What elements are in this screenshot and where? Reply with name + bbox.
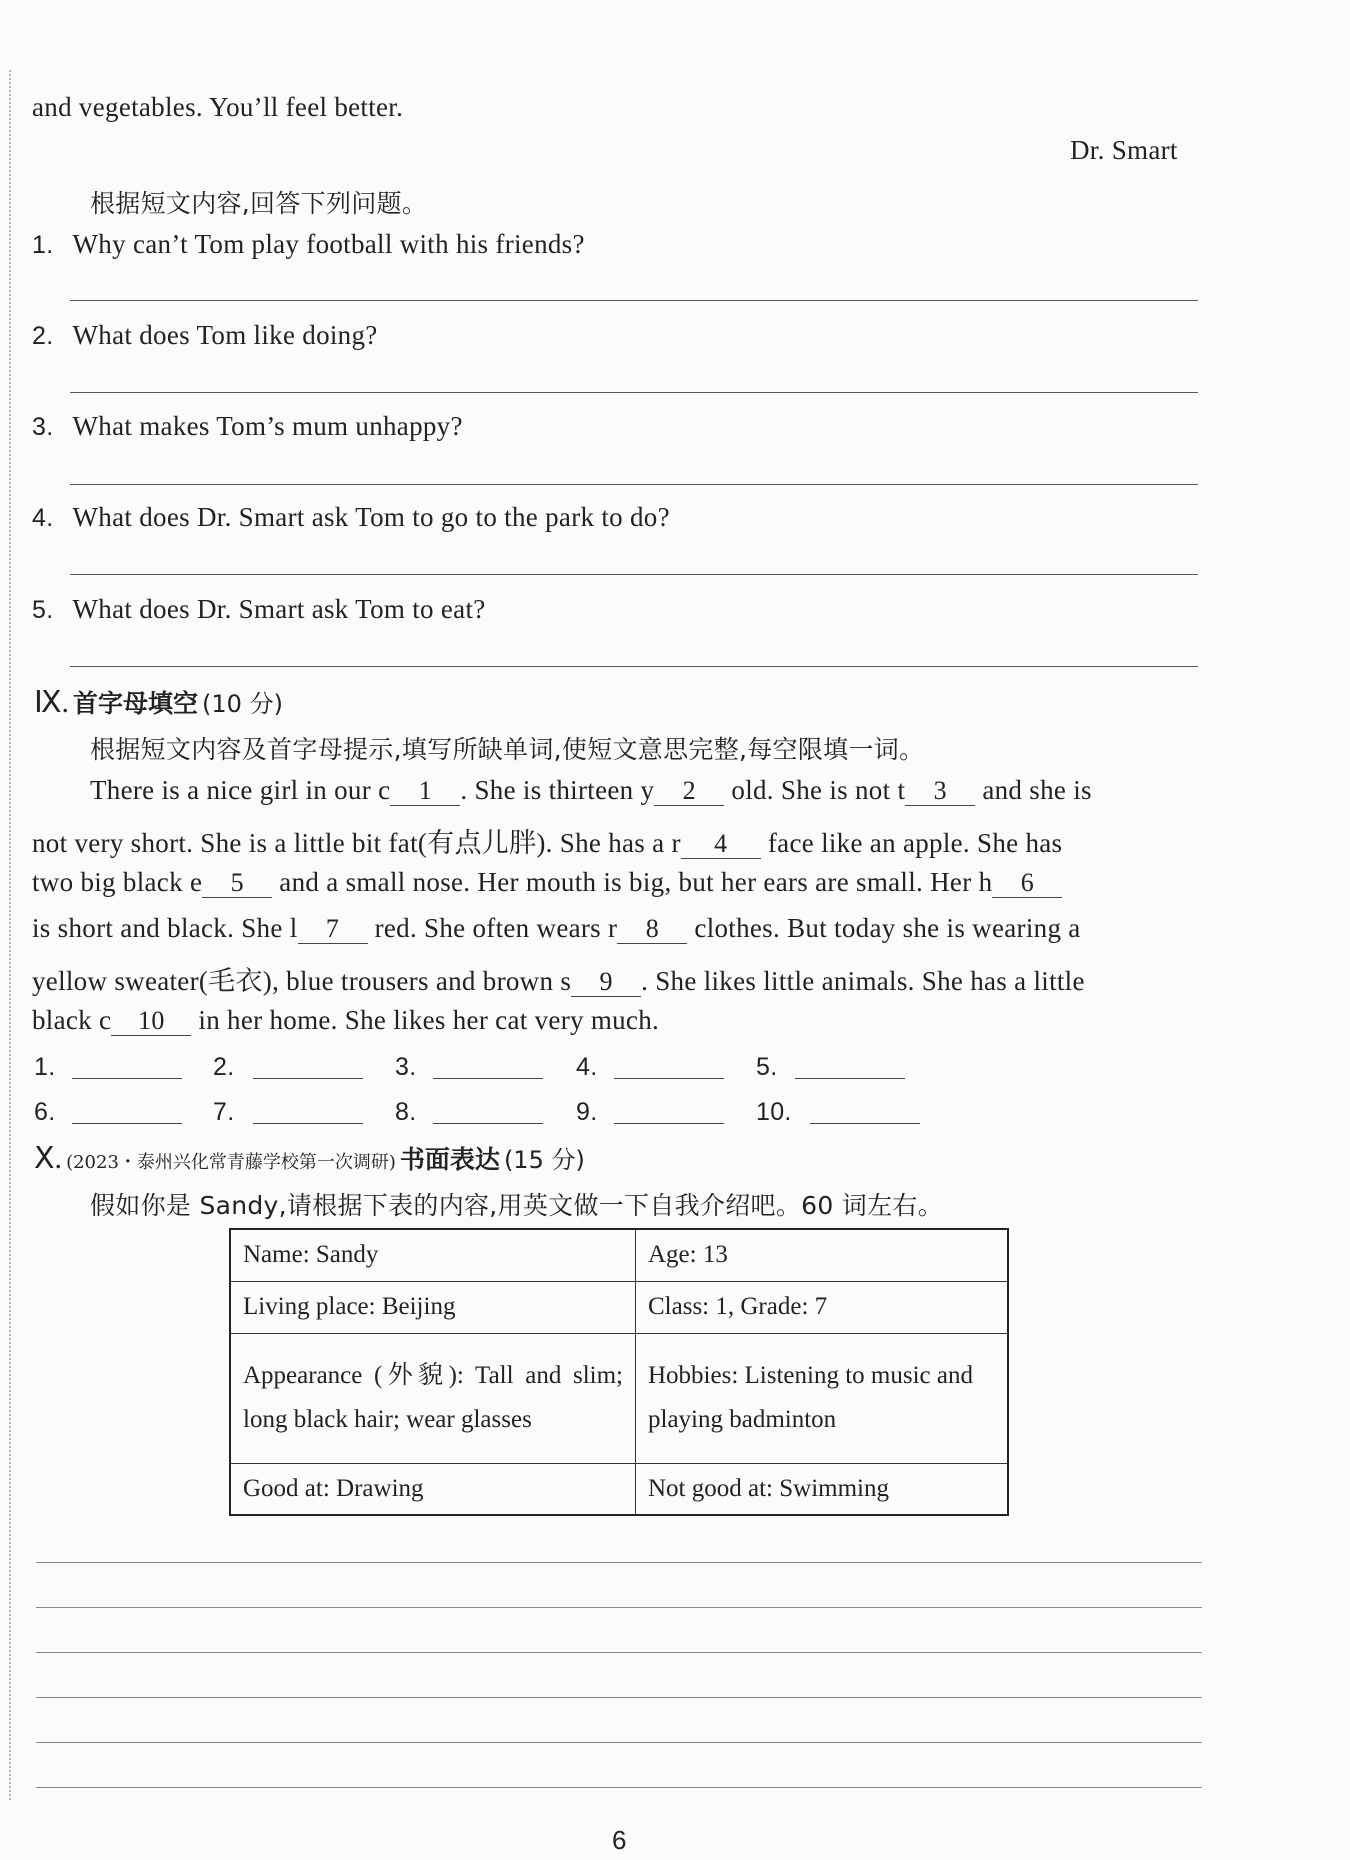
hint-letter: l [289, 913, 298, 943]
table-row [230, 1229, 1008, 1281]
table-row [230, 1463, 1008, 1515]
hint-letter: s [560, 966, 572, 996]
passage-text: black [32, 1005, 92, 1035]
hint-letter: c [99, 1005, 112, 1035]
writing-line[interactable] [36, 1652, 1202, 1653]
answer-label: 8. [395, 1098, 417, 1126]
answer-blank[interactable] [810, 1123, 920, 1124]
answer-blank[interactable] [253, 1078, 363, 1079]
passage-text: two big black [32, 867, 183, 897]
cloze-blank: 3 [905, 777, 975, 806]
answer-line[interactable] [70, 574, 1198, 575]
cloze-blank: 5 [202, 869, 272, 898]
section-score: (10 分) [202, 690, 283, 718]
writing-line[interactable] [36, 1742, 1202, 1743]
question-text: What does Tom like doing? [72, 320, 378, 350]
table-cell: Not good at: Swimming [636, 1463, 1009, 1515]
cloze-blank: 4 [681, 830, 761, 859]
answer-label: 7. [213, 1098, 235, 1126]
passage-text: red. She often wears [374, 913, 601, 943]
answer-blank[interactable] [614, 1078, 724, 1079]
passage-text: yellow sweater(毛衣), blue trousers and brown [32, 966, 554, 996]
cloze-blank: 2 [654, 777, 724, 806]
passage-text: and she is [982, 775, 1092, 805]
hint-letter: h [978, 867, 993, 897]
cloze-blank: 6 [992, 869, 1062, 898]
question-number: 5. [32, 596, 54, 624]
question-text: What does Dr. Smart ask Tom to eat? [72, 594, 486, 624]
letter-last-line: and vegetables. You’ll feel better. [32, 92, 404, 122]
question-text: What makes Tom’s mum unhappy? [72, 411, 463, 441]
passage-text: not very short. She is a little bit fat(有点儿胖). She has a [32, 828, 665, 858]
question-text: Why can’t Tom play football with his friends? [72, 229, 585, 259]
section-instruction: 根据短文内容及首字母提示,填写所缺单词,使短文意思完整,每空限填一词。 [90, 735, 925, 764]
passage-text: is short and black. She [32, 913, 283, 943]
question-number: 3. [32, 413, 54, 441]
table-cell: Class: 1, Grade: 7 [636, 1281, 1009, 1333]
hint-letter: y [640, 775, 655, 805]
info-table [229, 1228, 1009, 1516]
hint-letter: e [189, 867, 203, 897]
question-item [32, 229, 585, 260]
binding-margin [9, 70, 11, 1800]
answer-blank[interactable] [72, 1123, 182, 1124]
answer-label: 3. [395, 1053, 417, 1081]
passage-text: There is a nice girl in our [90, 775, 372, 805]
cloze-blank: 1 [390, 777, 460, 806]
passage-line [90, 775, 1092, 806]
answer-blank[interactable] [433, 1078, 543, 1079]
table-cell: Appearance (外貌): Tall and slim; long black hair; wear glasses [230, 1333, 636, 1463]
passage-text: and a small nose. Her mouth is big, but her ears are small. Her [279, 867, 972, 897]
section-heading [34, 684, 283, 720]
section-source: (2023・泰州兴化常青藤学校第一次调研) [66, 1152, 396, 1173]
passage-text: old. She is not [731, 775, 891, 805]
question-number: 1. [32, 231, 54, 259]
answer-label: 6. [34, 1098, 56, 1126]
table-row [230, 1333, 1008, 1463]
passage-line [32, 867, 1062, 898]
answer-blank[interactable] [614, 1123, 724, 1124]
question-item [32, 594, 486, 625]
passage-line [32, 821, 1062, 860]
writing-line[interactable] [36, 1697, 1202, 1698]
question-number: 2. [32, 322, 54, 350]
cloze-blank: 9 [571, 968, 641, 997]
page-number: 6 [612, 1825, 627, 1855]
answer-line[interactable] [70, 392, 1198, 393]
passage-text: clothes. But today she is wearing a [694, 913, 1081, 943]
letter-signature: Dr. Smart [1070, 135, 1178, 165]
hint-letter: r [608, 913, 618, 943]
hint-letter: r [671, 828, 681, 858]
answer-label: 5. [756, 1053, 778, 1081]
answer-label: 1. [34, 1053, 56, 1081]
passage-text: . She likes little animals. She has a little [641, 966, 1085, 996]
answer-line[interactable] [70, 666, 1198, 667]
passage-line [32, 1005, 659, 1036]
answer-label: 2. [213, 1053, 235, 1081]
answer-blank[interactable] [253, 1123, 363, 1124]
table-cell: Hobbies: Listening to music and playing badminton [636, 1333, 1009, 1463]
table-cell: Name: Sandy [230, 1229, 636, 1281]
cloze-blank: 8 [617, 915, 687, 944]
section-title: 书面表达 [399, 1145, 500, 1174]
section-score: (15 分) [503, 1146, 585, 1174]
table-cell: Living place: Beijing [230, 1281, 636, 1333]
section-roman: Ⅸ. [34, 686, 70, 719]
section-instruction: 假如你是 Sandy,请根据下表的内容,用英文做一下自我介绍吧。60 词左右。 [90, 1191, 943, 1220]
passage-line [32, 959, 1085, 998]
passage-line [32, 913, 1081, 944]
section-instruction: 根据短文内容,回答下列问题。 [90, 189, 428, 218]
section-heading [34, 1140, 585, 1176]
answer-line[interactable] [70, 484, 1198, 485]
hint-letter: c [378, 775, 391, 805]
answer-label: 10. [756, 1098, 792, 1126]
section-title: 首字母填空 [73, 689, 199, 718]
writing-line[interactable] [36, 1787, 1202, 1788]
answer-label: 4. [576, 1053, 598, 1081]
hint-letter: t [897, 775, 906, 805]
table-row [230, 1281, 1008, 1333]
writing-line[interactable] [36, 1607, 1202, 1608]
table-cell: Age: 13 [636, 1229, 1009, 1281]
table-cell: Good at: Drawing [230, 1463, 636, 1515]
writing-line[interactable] [36, 1562, 1202, 1563]
question-text: What does Dr. Smart ask Tom to go to the park to do? [72, 502, 670, 532]
answer-label: 9. [576, 1098, 598, 1126]
question-number: 4. [32, 504, 54, 532]
answer-blank[interactable] [72, 1078, 182, 1079]
answer-line[interactable] [70, 300, 1198, 301]
cloze-blank: 10 [111, 1007, 191, 1036]
passage-text: . She is thirteen [460, 775, 634, 805]
question-item [32, 320, 378, 351]
question-item [32, 411, 463, 442]
cloze-blank: 7 [298, 915, 368, 944]
passage-text: in her home. She likes her cat very much. [198, 1005, 660, 1035]
answer-blank[interactable] [795, 1078, 905, 1079]
section-roman: Ⅹ. [34, 1142, 63, 1175]
answer-blank[interactable] [433, 1123, 543, 1124]
passage-text: face like an apple. She has [767, 828, 1063, 858]
question-item [32, 502, 670, 533]
